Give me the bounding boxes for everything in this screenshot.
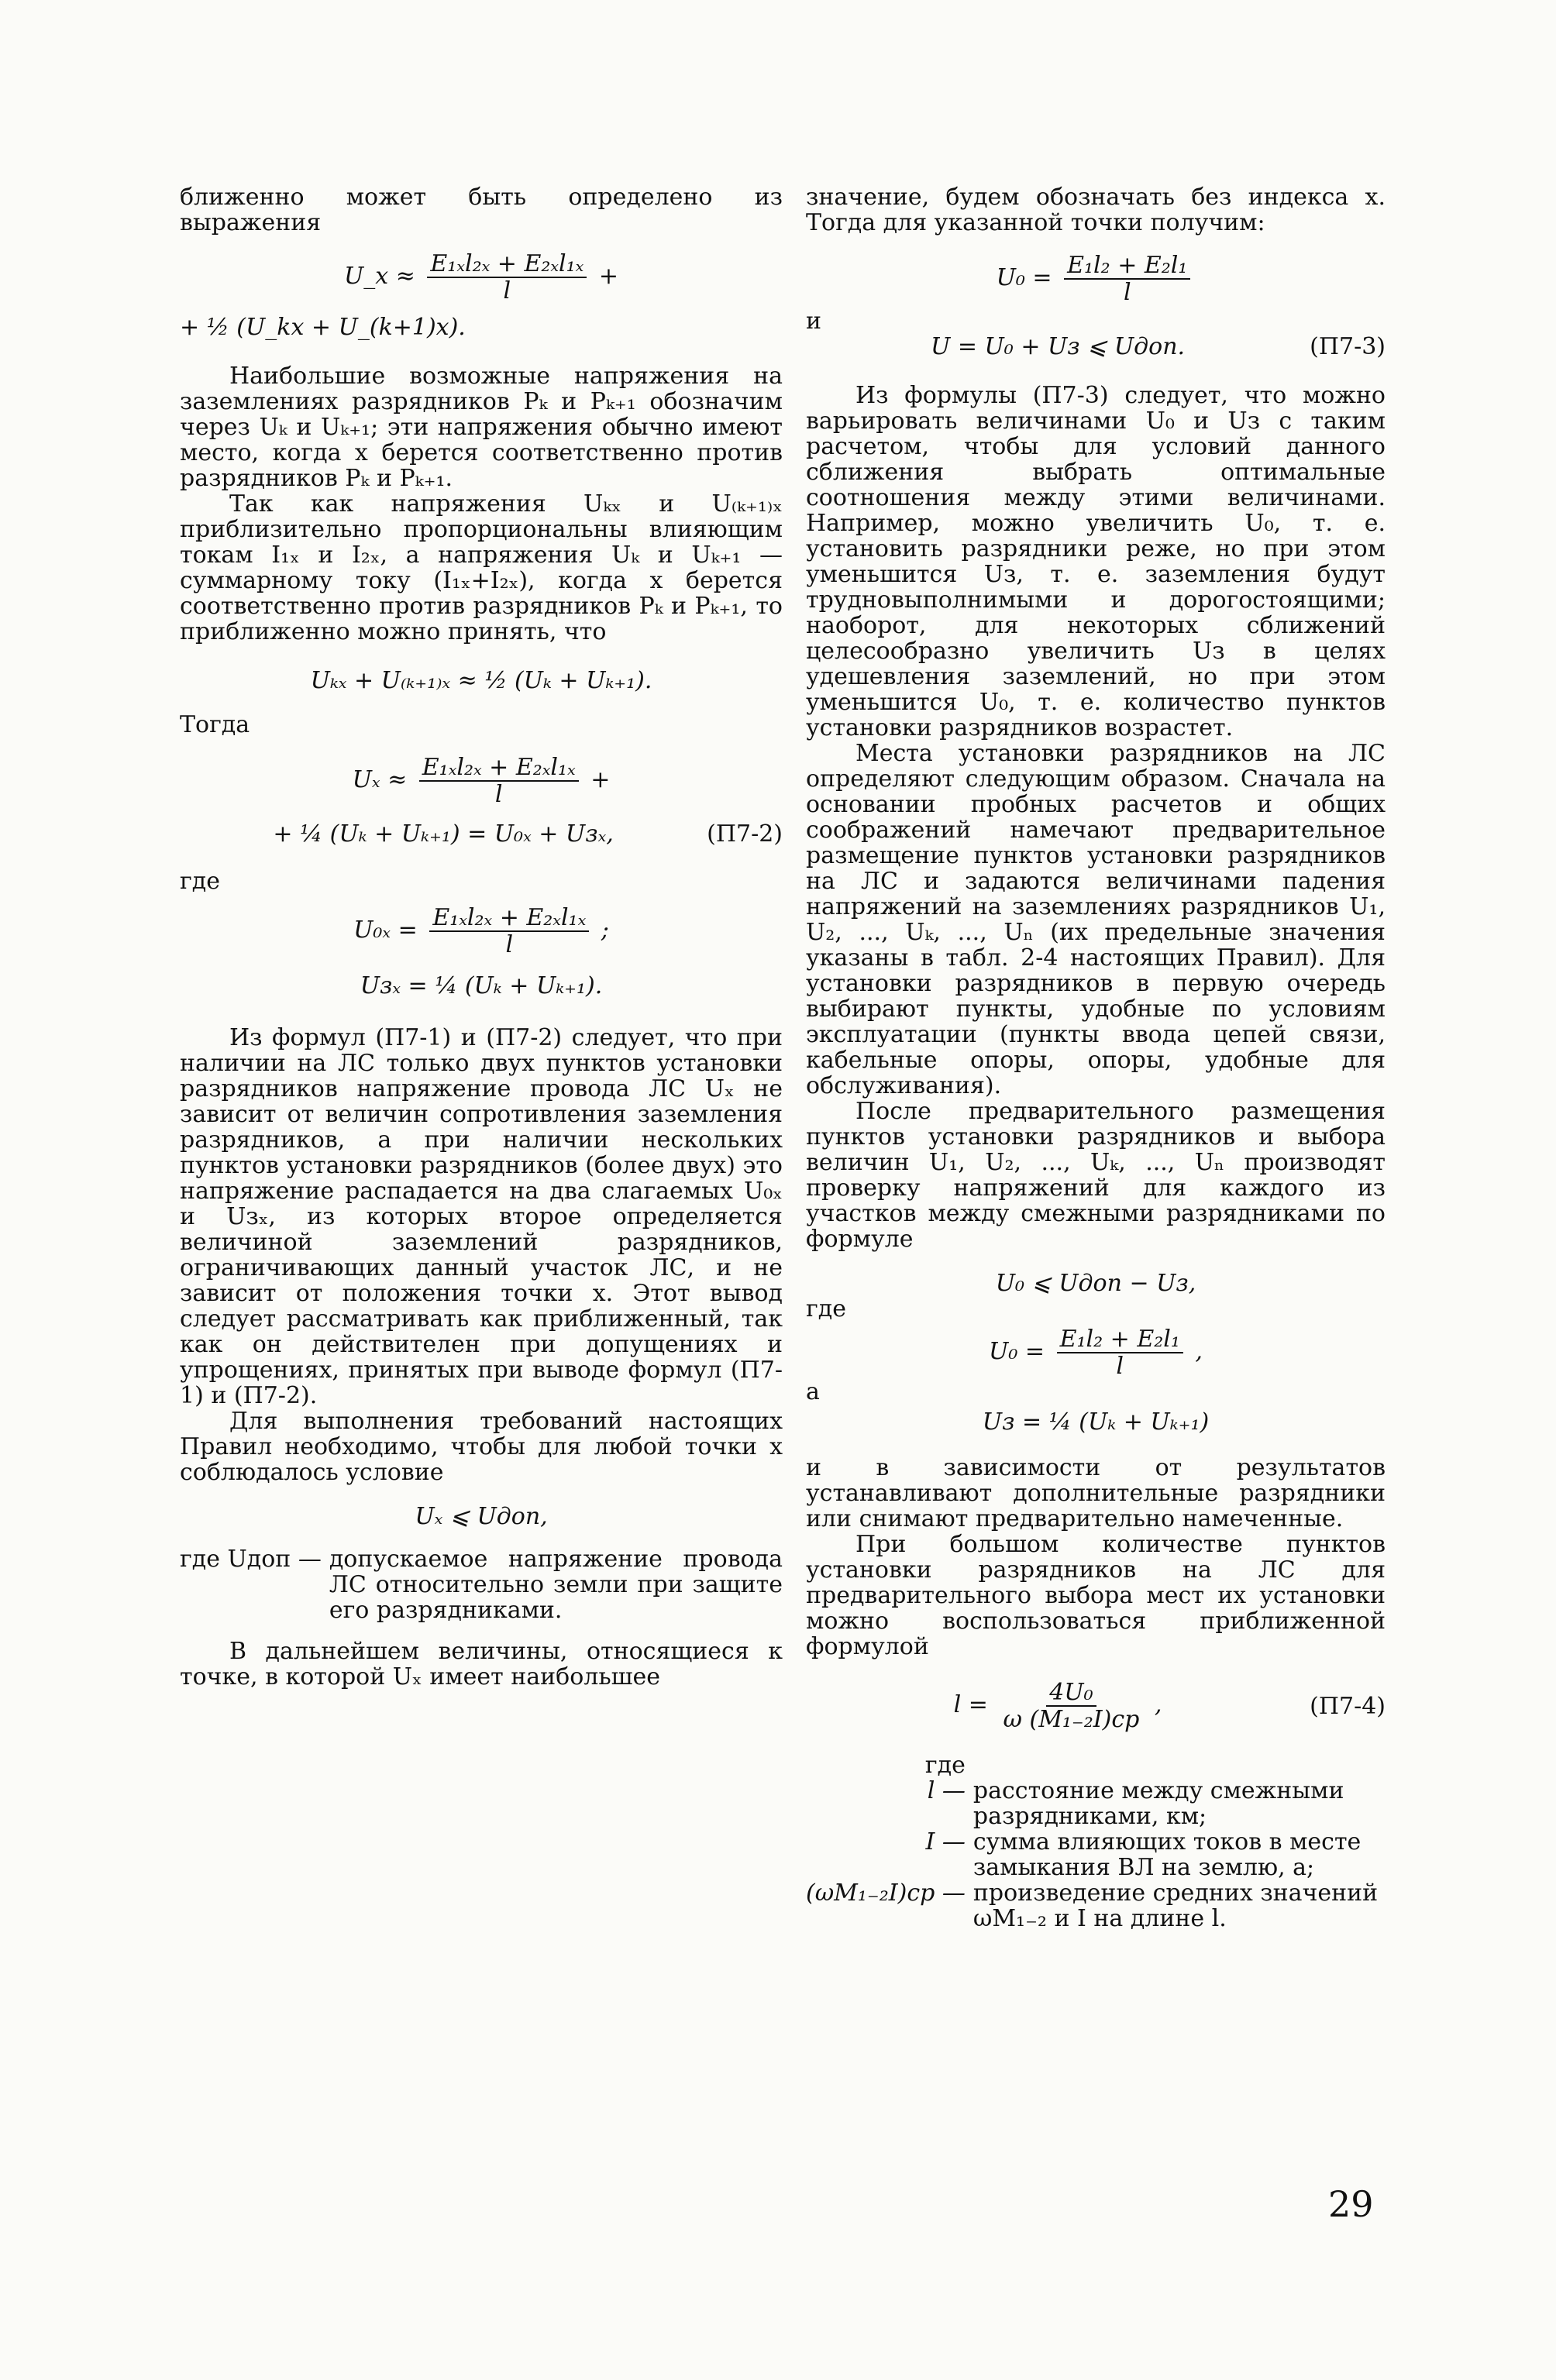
equation-p7-4: l = $\frac{\text{4U₀}}{\text{ω (M₁₋₂I)ср}}$ , (П7-4) bbox=[953, 1679, 1386, 1733]
legend-symbol: l — bbox=[927, 1777, 966, 1804]
equation-label: (П7-3) bbox=[1310, 333, 1386, 360]
equation-u0x: U₀ₓ = $\frac{\text{E₁ₓl₂ₓ + E₂ₓl₁ₓ}}{l}$ ; bbox=[353, 904, 609, 958]
paragraph: При большом количестве пунктов установки разрядников на ЛС для предварительного выбора мест их установки можно воспользоваться приближенной формулой bbox=[806, 1531, 1386, 1660]
legend-symbol: I — bbox=[925, 1828, 966, 1856]
equation-u0-check: U₀ = $\frac{\text{E₁l₂ + E₂l₁}}{l}$ , bbox=[989, 1326, 1203, 1380]
legend-symbol: (ωM₁₋₂I)ср — bbox=[806, 1880, 966, 1907]
paragraph: значение, будем обозначать без индекса x. Тогда для указанной точки получим: bbox=[806, 184, 1386, 236]
equation-check: U₀ ⩽ Uдоп − Uз, bbox=[995, 1270, 1196, 1297]
equation-p7-2-cont: + ¼ (Uₖ + Uₖ₊₁) = U₀ₓ + Uзₓ, (П7-2) bbox=[273, 820, 783, 848]
legend-list: где l — расстояние между смежными разрядниками, км; I — сумма влияющих токов в месте замыкания ВЛ на землю, а; (ωM₁₋₂I)ср — произведение средних значений ωM₁₋₂ и I на длине l. bbox=[806, 1752, 1386, 1931]
equation-p7-1-cont: + ½ (U_kx + U_(k+1)x). bbox=[180, 314, 466, 341]
equation-u0: U₀ = $\frac{\text{E₁l₂ + E₂l₁}}{l}$ bbox=[806, 253, 1386, 305]
equation-p7-1: U_x ≈ $\frac{\text{E₁ₓl₂ₓ + E₂ₓl₁ₓ}}{l}$ + bbox=[343, 250, 618, 304]
paragraph: Из формул (П7-1) и (П7-2) следует, что при наличии на ЛС только двух пунктов установки разрядников напряжение провода ЛС Uₓ не зависит от величин сопротивления заземления разрядников, а при наличии нескольких пунктов установки разрядников (более двух) это напряжение распадается на два слагаемых U₀ₓ и Uзₓ, из которых второе определяется величиной заземлений разрядников, ограничивающих данный участок ЛС, и не зависит от положения точки x. Этот вывод следует рассматривать как приближенный, так как он действителен при допущениях и упрощениях, принятых при выводе формул (П7-1) и (П7-2). bbox=[180, 1024, 783, 1409]
label-togda: Тогда bbox=[180, 711, 250, 738]
legend-text: расстояние между смежными разрядниками, км; bbox=[972, 1777, 1344, 1830]
paragraph: и в зависимости от результатов устанавливают дополнительные разрядники или снимают предварительно намеченные. bbox=[806, 1454, 1386, 1532]
paragraph: Из формулы (П7-3) следует, что можно варьировать величинами U₀ и Uз с таким расчетом, чтобы для условий данного сближения выбрать оптимальные соотношения между этими величинами. Например, можно увеличить U₀, т. е. установить разрядники реже, но при этом уменьшится Uз, т. е. заземления будут трудновыполнимыми и дорогостоящими; наоборот, для некоторых сближений целесообразно увеличить Uз в целях удешевления заземлений, но при этом уменьшится U₀, т. е. количество пунктов установки разрядников возрастет. bbox=[806, 382, 1386, 741]
paragraph: В дальнейшем величины, относящиеся к точке, в которой Uₓ имеет наибольшее bbox=[180, 1638, 783, 1690]
legend-text: сумма влияющих токов в месте замыкания ВЛ на землю, а; bbox=[972, 1828, 1362, 1881]
page-number: 29 bbox=[1328, 2183, 1374, 2225]
equation-p7-2: Uₓ ≈ $\frac{\text{E₁ₓl₂ₓ + E₂ₓl₁ₓ}}{l}$ + bbox=[352, 754, 611, 808]
label-gde: где bbox=[180, 868, 220, 895]
paragraph: Наибольшие возможные напряжения на заземлениях разрядников Pₖ и Pₖ₊₁ обозначим через Uₖ и Uₖ₊₁; эти напряжения обычно имеют место, когда x берется соответственно против разрядников Pₖ и Pₖ₊₁. bbox=[180, 363, 783, 492]
paragraph: После предварительного размещения пунктов установки разрядников и выбора величин U₁, U₂, ..., Uₖ, ..., Uₙ производят проверку напряжений для каждого из участков между смежными разрядниками по формуле bbox=[806, 1098, 1386, 1253]
label-i: и bbox=[806, 308, 821, 335]
paragraph: Для выполнения требований настоящих Правил необходимо, чтобы для любой точки x соблюдалось условие bbox=[180, 1408, 783, 1486]
equation-label: (П7-2) bbox=[707, 820, 783, 848]
paragraph: ближенно может быть определено из выражения bbox=[180, 184, 783, 236]
right-column bbox=[806, 184, 1386, 1931]
equation-uzx: Uзₓ = ¼ (Uₖ + Uₖ₊₁). bbox=[360, 972, 603, 999]
legend-udop: где Uдоп — допускаемое напряжение провода ЛС относительно земли при защите его разрядниками. bbox=[180, 1546, 783, 1624]
label-gde: где bbox=[806, 1295, 846, 1322]
left-column bbox=[180, 184, 783, 1690]
equation-approx: Uₖₓ + U₍ₖ₊₁₎ₓ ≈ ½ (Uₖ + Uₖ₊₁). bbox=[310, 667, 652, 694]
equation-p7-3: U = U₀ + Uз ⩽ Uдоп. (П7-3) bbox=[931, 333, 1386, 360]
equation-uz: Uз = ¼ (Uₖ + Uₖ₊₁) bbox=[982, 1408, 1210, 1436]
paragraph: Так как напряжения Uₖₓ и U₍ₖ₊₁₎ₓ приблизительно пропорциональны влияющим токам I₁ₓ и I₂ₓ, а напряжения Uₖ и Uₖ₊₁ — суммарному току (I₁ₓ+I₂ₓ), когда x берется соответственно против разрядников Pₖ и Pₖ₊₁, то приближенно можно принять, что bbox=[180, 490, 783, 645]
label-a: а bbox=[806, 1378, 820, 1405]
equation-condition: Uₓ ⩽ Uдоп, bbox=[415, 1503, 548, 1530]
legend-text: произведение средних значений ωM₁₋₂ и I на длине l. bbox=[972, 1880, 1379, 1932]
paragraph: Места установки разрядников на ЛС определяют следующим образом. Сначала на основании пробных расчетов и общих соображений намечают предварительное размещение пунктов установки разрядников на ЛС и задаются величинами падения напряжений на заземлениях разрядников U₁, U₂, ..., Uₖ, ..., Uₙ (их предельные значения указаны в табл. 2-4 настоящих Правил). Для установки разрядников в первую очередь выбирают пункты, удобные по условиям эксплуатации (пункты ввода цепей связи, кабельные опоры, опоры, удобные для обслуживания). bbox=[806, 740, 1386, 1099]
equation-label: (П7-4) bbox=[1310, 1692, 1386, 1720]
